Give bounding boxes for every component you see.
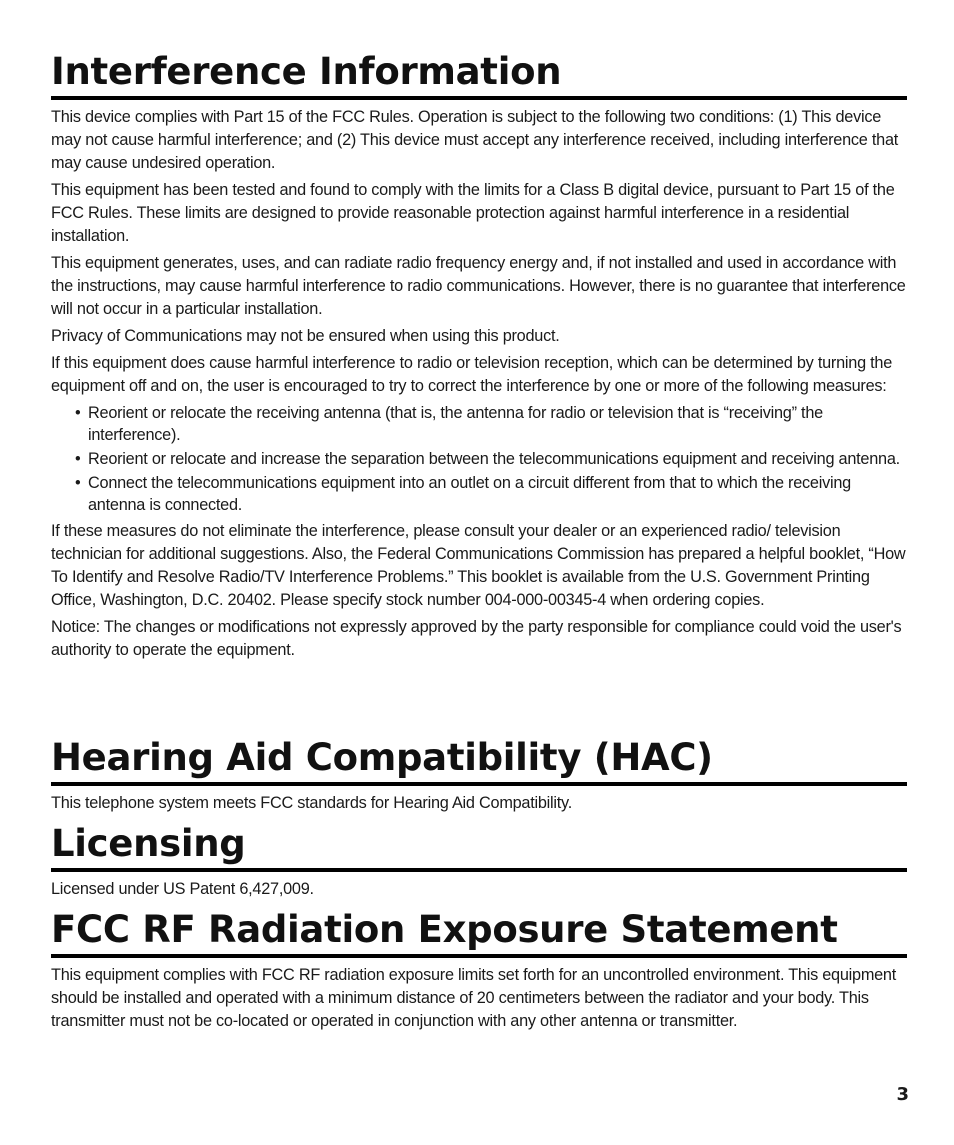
interference-paragraph-6: If these measures do not eliminate the interference, please consult your dealer or an experienced radio/ television technician for additional suggestions. Also, the Federal Communications Commission has prepared a helpful booklet, “How To Identify and Resolve Radio/TV Interference Problems.” This booklet is available from the U.S. Government Printing Office, Washington, D.C. 20402. Please specify stock number 004-000-00345-4 when ordering copies. xyxy=(51,522,906,609)
bullet-icon: • xyxy=(75,404,81,422)
list-item xyxy=(75,402,907,446)
rf-exposure-text: This equipment complies with FCC RF radiation exposure limits set forth for an uncontrolled environment. This equipment should be installed and operated with a minimum distance of 20 centimeters between the radiator and your body. This transmitter must not be co-located or operated in conjunction with any other antenna or transmitter. xyxy=(51,966,897,1030)
interference-section xyxy=(51,50,907,666)
hac-section xyxy=(51,736,907,819)
list-item xyxy=(75,472,907,516)
list-item xyxy=(75,448,907,470)
interference-heading: Interference Information xyxy=(51,50,907,100)
list-item-text: Connect the telecommunications equipment into an outlet on a circuit different from that to which the receiving antenna is connected. xyxy=(88,474,851,514)
licensing-text: Licensed under US Patent 6,427,009. xyxy=(51,880,314,898)
interference-paragraph-7: Notice: The changes or modifications not expressly approved by the party responsible for compliance could void the user's authority to operate the equipment. xyxy=(51,618,902,659)
interference-paragraph-2: This equipment has been tested and found to comply with the limits for a Class B digital device, pursuant to Part 15 of the FCC Rules. These limits are designed to provide reasonable protection against harmful interference in a residential installation. xyxy=(51,181,895,245)
page-number: 3 xyxy=(896,1084,909,1105)
list-item-text: Reorient or relocate and increase the separation between the telecommunications equipment and receiving antenna. xyxy=(88,450,900,468)
rf-exposure-section xyxy=(51,908,907,1037)
bullet-icon: • xyxy=(75,450,81,468)
interference-paragraph-4: Privacy of Communications may not be ensured when using this product. xyxy=(51,327,560,345)
bullet-icon: • xyxy=(75,474,81,492)
hac-heading: Hearing Aid Compatibility (HAC) xyxy=(51,736,907,786)
interference-paragraph-1: This device complies with Part 15 of the FCC Rules. Operation is subject to the following two conditions: (1) This device may not cause harmful interference; and (2) This device must accept any interference received, including interference that may cause undesired operation. xyxy=(51,108,899,172)
measures-list xyxy=(51,402,907,516)
hac-text: This telephone system meets FCC standards for Hearing Aid Compatibility. xyxy=(51,794,573,812)
interference-paragraph-5: If this equipment does cause harmful interference to radio or television reception, which can be determined by turning the equipment off and on, the user is encouraged to try to correct the interference by one or more of the following measures: xyxy=(51,354,893,395)
list-item-text: Reorient or relocate the receiving antenna (that is, the antenna for radio or television that is “receiving” the interference). xyxy=(88,404,823,444)
licensing-section xyxy=(51,822,907,905)
interference-paragraph-3: This equipment generates, uses, and can radiate radio frequency energy and, if not installed and used in accordance with the instructions, may cause harmful interference to radio communications. However, there is no guarantee that interference will not occur in a particular installation. xyxy=(51,254,906,318)
licensing-heading: Licensing xyxy=(51,822,907,872)
rf-exposure-heading: FCC RF Radiation Exposure Statement xyxy=(51,908,907,958)
